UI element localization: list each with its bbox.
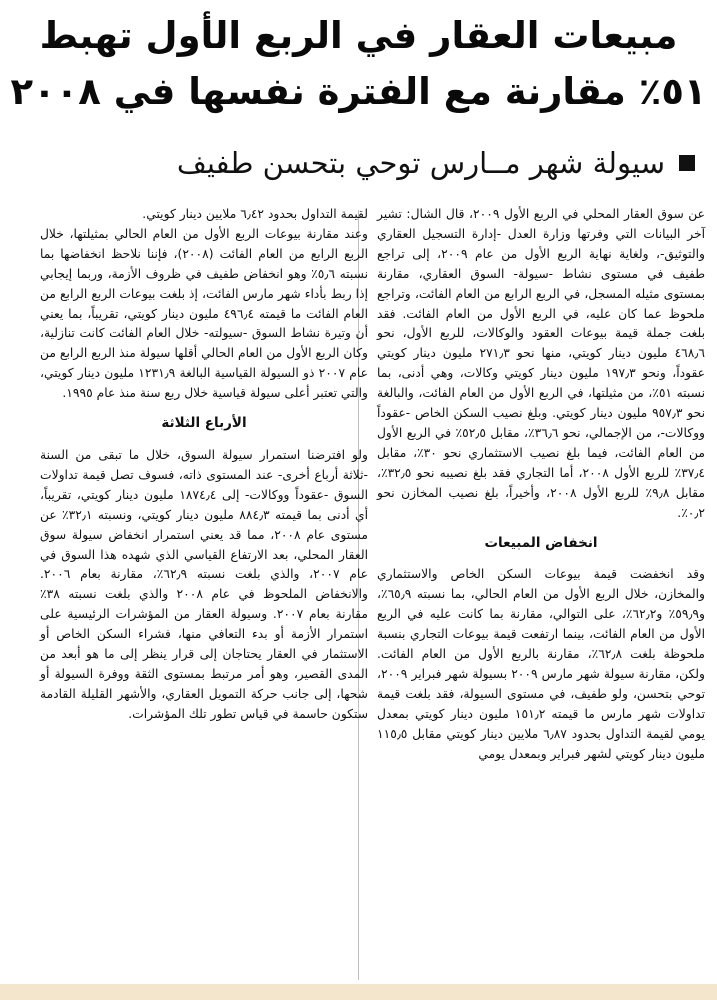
headline-line-2: ٥١٪ مقارنة مع الفترة نفسها في ٢٠٠٨	[10, 70, 707, 113]
paragraph: وقد انخفضت قيمة بيوعات السكن الخاص والاستثماري والمخازن، خلال الربع الأول من العام الحالي، بما نسبته ٦٥٫٩٪، و٥٩٫٩٪ و٦٢٫٢٪، على التوالي، مقارنة بما كانت عليه في الربع الأول من العام الفائت، بينما ارتفعت قيمة بيوعات التجاري بنسبة ملحوظة بلغت ٦٢٫٨٪، مقارنة بالربع الأول من العام الفائت. ولكن، مقارنة سيولة شهر مارس ٢٠٠٩ بسيولة شهر فبراير ٢٠٠٩، توحي بتحسن، ولو طفيف، في مستوى السيولة، فقد بلغت قيمة تداولات شهر مارس ما قيمته ١٥١٫٢ مليون دينار كويتي بمعدل يومي لقيمة التداول بحدود ٦٫٨٧ ملايين دينار كويتي مقابل ١١٥٫٥ مليون دينار كويتي لشهر فبراير وبمعدل يومي	[377, 567, 705, 761]
paragraph: وعند مقارنة بيوعات الربع الأول من العام الحالي بمثيلتها، خلال الربع الرابع من العام الفائت (٢٠٠٨)، فإننا نلاحظ انخفاضها بما نسبته ٥٫٦٪ وهو انخفاض طفيف في ظروف الأزمة، وربما إيجابي إذا ربط بأداء شهر مارس الفائت، إذ بلغت بيوعات الربع الرابع من العام الفائت ما قيمته ٤٩٦٫٤ مليون دينار كويتي، تقريباً، بما يعني أن وتيرة نشاط السوق -سيولته- خلال العام الفائت كانت تنازلية، وكان الربع الأول من العام الحالي أقلها سيولة منذ الربع الرابع من عام ٢٠٠٧ ذو السيولة القياسية البالغة ١٢٣١٫٩ مليون دينار كويتي، والتي تعتبر أعلى سيولة قياسية خلال ربع سنة منذ عام ١٩٩٥.	[40, 226, 368, 401]
section-title-sales-decline: انخفاض المبيعات	[484, 534, 598, 551]
paragraph: عن سوق العقار المحلي في الربع الأول ٢٠٠٩، قال الشال: تشير آخر البيانات التي وفرتها وزارة العدل -إدارة التسجيل العقاري والتوثيق-، ولغاية نهاية الربع الأول من عام ٢٠٠٩، إلى تراجع طفيف في مستوى نشاط -سيولة- السوق العقاري، مقارنة بمستوى مثيله المسجل، في الربع الرابع من العام الفائت، وتراجع ملحوظ عما كان عليه، في الربع الأول من العام الفائت. فقد بلغت جملة قيمة بيوعات العقود والوكالات، للربع الأول، نحو ٤٦٨٫٦ مليون دينار كويتي، منها نحو ٢٧١٫٣ مليون دينار كويتي عقوداً، ونحو ١٩٧٫٣ مليون دينار كويتي وكالات، وهي أدنى، بما نسبته ٥١٪، من مثيلتها، في الربع الأول من العام الفائت، والبالغة نحو ٩٥٧٫٣ مليون دينار كويتي. وبلغ نصيب السكن الخاص -عقوداً ووكالات-، من الإجمالي، نحو ٣٦٫٦٪، مقابل ٥٢٫٥٪ في الربع الأول من العام الفائت، فيما بلغ نصيب الاستثماري نحو ٣٠٪، مقابل ٣٧٫٤٪ للربع الأول ٢٠٠٨، أما التجاري فقد بلغ نصيبه نحو ٣٢٫٥٪، مقابل ٩٫٨٪ للربع الأول ٢٠٠٨، وأخيراً، بلغ نصيب المخازن نحو ٠٫٢٪.	[377, 207, 706, 520]
headline	[10, 8, 707, 120]
square-bullet-icon	[679, 155, 695, 171]
bottom-band	[0, 984, 717, 1000]
subheadline	[10, 142, 695, 184]
paragraph: ولو افترضنا استمرار سيولة السوق، خلال ما تبقى من السنة -ثلاثة أرباع أخرى- عند المستوى ذاته، فسوف تصل قيمة تداولات السوق -عقوداً ووكالات- إلى ١٨٧٤٫٤ مليون دينار كويتي، تقريباً، أي أدنى بما قيمته ٨٨٤٫٣ مليون دينار كويتي، ونسبته ٣٢٫١٪ عن مستوى عام ٢٠٠٨، مما قد يعني استمرار انخفاض سيولة سوق العقار المحلي، بعد الارتفاع القياسي الذي شهده هذا السوق في عام ٢٠٠٧، والذي بلغت نسبته ٦٢٫٩٪، مقارنة بعام ٢٠٠٦. والانخفاض الملحوظ في عام ٢٠٠٨ والذي بلغت نسبته ٣٨٪ مقارنة بعام ٢٠٠٧. وسيولة العقار من المؤشرات الرئيسية على استمرار الأزمة أو بدء التعافي منها، فشراء السكن الخاص أو الاستثمار في العقار يحتاجان إلى قرار ينظر إلى ما هو أبعد من المدى القصير، وهو أمر مرتبط بمستوى الثقة ووفرة السيولة أو شحها، إلى جانب حركة التمويل العقاري، والأشهر القليلة القادمة ستكون حاسمة في قياس تطور تلك المؤشرات.	[40, 447, 368, 721]
article-column-left	[40, 205, 368, 725]
subheadline-text: سيولة شهر مــارس توحي بتحسن طفيف	[176, 146, 665, 180]
headline-line-1: مبيعات العقار في الربع الأول تهبط	[39, 14, 678, 57]
paragraph: لقيمة التداول بحدود ٦٫٤٢ ملايين دينار كويتي.	[142, 207, 368, 221]
section-title-three-quarters: الأرباع الثلاثة	[161, 415, 247, 432]
article-column-right	[377, 205, 705, 764]
